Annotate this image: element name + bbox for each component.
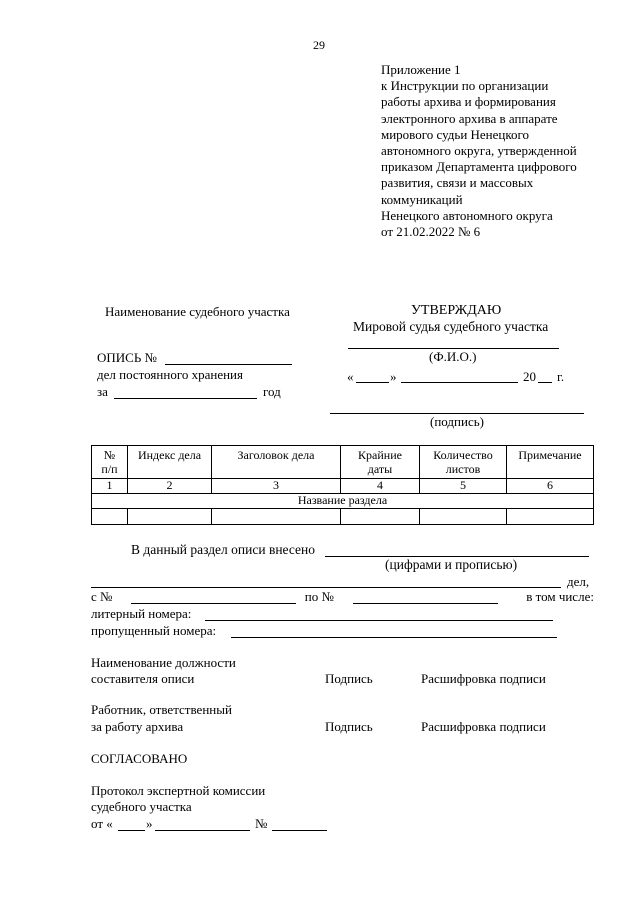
appendix-line: работы архива и формирования [381,94,556,110]
decode-label: Расшифровка подписи [421,671,546,686]
storage-label: дел постоянного хранения [97,367,243,382]
inventory-number-label: ОПИСЬ № [97,350,157,365]
table-row [92,479,594,494]
page-number: 29 [313,38,325,52]
protocol-date-field[interactable] [155,830,250,831]
decode-label: Расшифровка подписи [421,719,546,734]
column-number-cell: 2 [128,479,212,494]
literal-label: литерный номера: [91,606,192,621]
col-header-number: № п/п [92,446,128,479]
skipped-numbers-field[interactable] [231,637,557,638]
section-title-cell: Название раздела [92,494,594,509]
empty-cell[interactable] [420,509,507,525]
column-number-cell: 5 [420,479,507,494]
from-number-field[interactable] [131,603,296,604]
empty-cell[interactable] [212,509,341,525]
date-year-field[interactable] [538,382,552,383]
empty-cell[interactable] [507,509,594,525]
for-period-field[interactable] [114,398,257,399]
from-label: с № [91,589,113,604]
appendix-line: Приложение 1 [381,62,461,77]
empty-cell[interactable] [341,509,420,525]
agreed-title: СОГЛАСОВАНО [91,751,188,766]
column-number-cell: 1 [92,479,128,494]
date-open-quote: « [347,369,354,384]
fio-hint: (Ф.И.О.) [429,349,477,364]
col-header-dates: Крайние даты [341,446,420,479]
entered-words-field[interactable] [91,587,561,588]
entered-label: В данный раздел описи внесено [131,542,316,557]
appendix-line: коммуникаций [381,191,463,207]
signature-hint: (подпись) [430,414,484,429]
appendix-line: приказом Департамента цифрового [381,159,577,175]
empty-cell[interactable] [92,509,128,525]
inventory-number-field[interactable] [165,364,292,365]
section-title-row [92,494,594,509]
cases-label: дел, [567,574,590,589]
protocol-label: судебного участка [91,799,192,814]
column-number-cell: 4 [341,479,420,494]
appendix-line: автономного округа, утвержденной [381,143,577,159]
column-number-cell: 3 [212,479,341,494]
col-header-index: Индекс дела [128,446,212,479]
sign-label: Подпись [325,719,373,734]
including-label: в том числе: [526,589,594,604]
table-row[interactable] [92,509,594,525]
column-number-cell: 6 [507,479,594,494]
appendix-line: Ненецкого автономного округа [381,207,553,223]
appendix-line: от 21.02.2022 № 6 [381,224,481,240]
sign-label: Подпись [325,671,373,686]
inventory-table [91,445,594,525]
date-day-field[interactable] [356,382,389,383]
protocol-label: Протокол экспертной комиссии [91,783,266,798]
col-header-notes: Примечание [507,446,594,479]
approve-title: УТВЕРЖДАЮ [411,303,502,318]
appendix-line: мирового судьи Ненецкого [381,126,530,142]
appendix-line: электронного архива в аппарате [381,110,558,126]
empty-cell[interactable] [128,509,212,525]
to-number-field[interactable] [353,603,498,604]
appendix-line: развития, связи и массовых [381,175,534,191]
appendix-header [381,62,577,240]
year-label: год [263,384,281,399]
protocol-date-open: от « [91,816,113,831]
appendix-line: к Инструкции по организации [381,78,549,94]
protocol-day-field[interactable] [118,830,145,831]
worker-label: за работу архива [91,719,184,734]
skipped-label: пропущенный номера: [91,623,217,638]
col-header-title: Заголовок дела [212,446,341,479]
position-label: составителя описи [91,671,195,686]
table-header-row [92,446,594,479]
court-name-label: Наименование судебного участка [105,304,290,319]
protocol-date-close: » [146,816,153,831]
position-label: Наименование должности [91,655,236,670]
literal-numbers-field[interactable] [205,620,553,621]
protocol-number-label: № [255,816,268,831]
entered-hint: (цифрами и прописью) [385,557,518,572]
to-label: по № [304,589,334,604]
date-month-field[interactable] [401,382,518,383]
date-year-suffix: г. [557,369,565,384]
protocol-number-field[interactable] [272,830,327,831]
worker-label: Работник, ответственный [91,702,232,717]
date-year-prefix: 20 [523,369,536,384]
col-header-sheets: Количество листов [420,446,507,479]
judge-label: Мировой судья судебного участка [353,319,549,334]
for-label: за [97,384,108,399]
date-close-quote: » [390,369,397,384]
